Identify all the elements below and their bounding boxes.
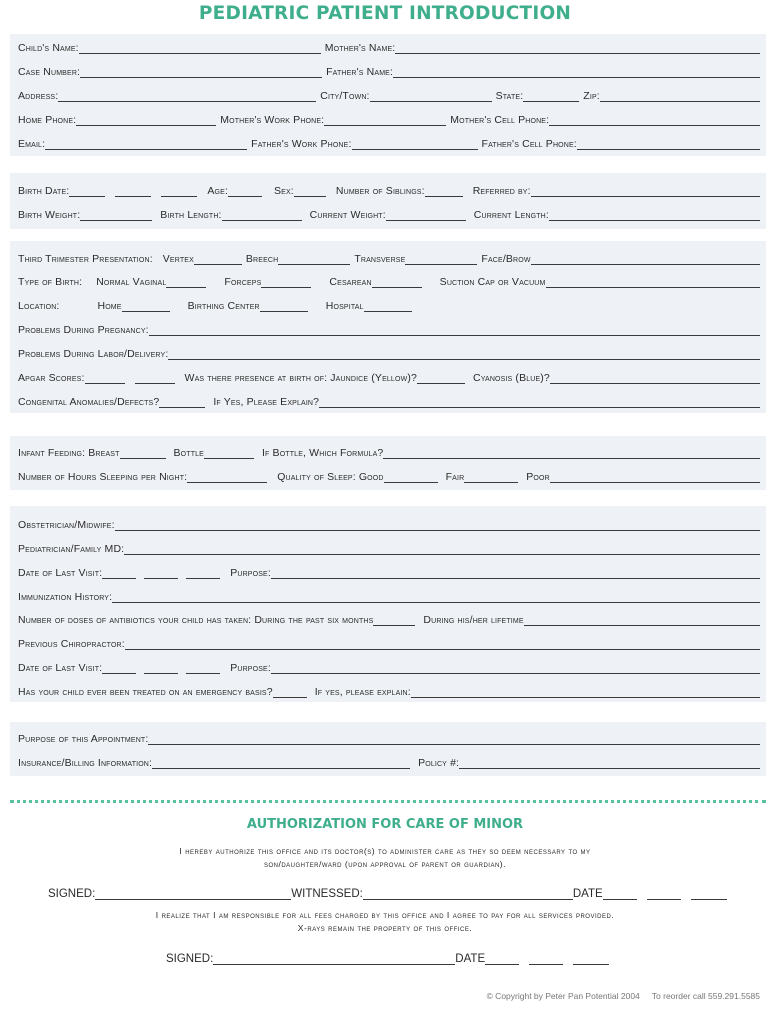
fathers-name-label: Father's Name: xyxy=(326,66,394,78)
hospital-field[interactable] xyxy=(364,302,412,312)
face-brow-field[interactable] xyxy=(531,255,760,265)
formula-field[interactable] xyxy=(383,449,760,459)
if-yes-explain-field[interactable] xyxy=(319,398,760,408)
state-field[interactable] xyxy=(523,92,579,102)
email-field[interactable] xyxy=(45,140,247,150)
row-emergency xyxy=(18,684,764,698)
poor-label: Poor xyxy=(526,471,550,483)
hospital-label: Hospital xyxy=(325,300,364,312)
problems-labor-field[interactable] xyxy=(168,350,760,360)
mothers-work-phone-label: Mother's Work Phone: xyxy=(220,114,325,126)
footer xyxy=(487,991,760,1001)
birth-length-label: Birth Length: xyxy=(160,209,222,221)
city-town-label: City/Town: xyxy=(320,90,370,102)
birth-date-label: Birth Date: xyxy=(18,185,70,197)
signed-field[interactable] xyxy=(95,890,291,900)
breech-field[interactable] xyxy=(278,255,350,265)
fair-label: Fair xyxy=(445,471,465,483)
authorization-text-1a: I hereby authorize this office and its doctor(s) to administer care as they so deem necessary to my xyxy=(179,846,591,856)
current-weight-field[interactable] xyxy=(386,211,466,221)
childs-name-label: Child's Name: xyxy=(18,42,79,54)
purpose-field[interactable] xyxy=(271,569,760,579)
purpose-label: Purpose: xyxy=(230,567,271,579)
last-visit-year[interactable] xyxy=(186,569,220,579)
case-number-field[interactable] xyxy=(80,68,322,78)
vertex-field[interactable] xyxy=(194,255,242,265)
childs-name-field[interactable] xyxy=(79,44,321,54)
current-weight-label: Current Weight: xyxy=(309,209,386,221)
cyanosis-label: Cyanosis (Blue)? xyxy=(472,372,550,384)
authorization-text-1b: son/daughter/ward (upon approval of parent or guardian). xyxy=(263,859,507,869)
location-label: Location: xyxy=(18,300,60,312)
date-2-year-field[interactable] xyxy=(573,955,609,965)
last-visit-2-year[interactable] xyxy=(186,664,220,674)
pediatrician-label: Pediatrician/Family MD: xyxy=(18,543,125,555)
emergency-explain-label: If yes, please explain: xyxy=(314,686,411,698)
signed-label: SIGNED: xyxy=(48,888,96,900)
state-label: State: xyxy=(495,90,524,102)
age-label: Age: xyxy=(207,185,229,197)
row-birth-date xyxy=(18,183,764,197)
transverse-field[interactable] xyxy=(405,255,477,265)
row-insurance xyxy=(18,755,764,769)
purpose-2-field[interactable] xyxy=(271,664,760,674)
breech-label: Breech xyxy=(245,253,279,265)
row-immunization xyxy=(18,589,764,603)
normal-vaginal-label: Normal Vaginal xyxy=(96,276,167,288)
forceps-field[interactable] xyxy=(261,278,311,288)
mothers-work-phone-field[interactable] xyxy=(324,116,446,126)
poor-field[interactable] xyxy=(550,473,760,483)
pediatrician-field[interactable] xyxy=(124,545,760,555)
forceps-label: Forceps xyxy=(224,276,262,288)
fair-field[interactable] xyxy=(464,473,518,483)
row-email xyxy=(18,136,764,150)
row-infant-feeding xyxy=(18,445,764,459)
apgar-score-1[interactable] xyxy=(85,374,125,384)
apgar-score-2[interactable] xyxy=(135,374,175,384)
immunization-label: Immunization History: xyxy=(18,591,113,603)
fathers-work-phone-field[interactable] xyxy=(352,140,478,150)
birth-date-day[interactable] xyxy=(115,187,151,197)
purpose-appt-field[interactable] xyxy=(148,735,760,745)
congenital-field[interactable] xyxy=(159,398,205,408)
suction-label: Suction Cap or Vacuum xyxy=(439,276,546,288)
row-sleeping xyxy=(18,469,764,483)
last-visit-2-label: Date of Last Visit: xyxy=(18,662,103,674)
birthing-center-label: Birthing Center xyxy=(187,300,260,312)
date-2-label: DATE xyxy=(455,953,486,965)
row-signed-witnessed xyxy=(48,884,730,900)
case-number-label: Case Number: xyxy=(18,66,81,78)
date-2-day-field[interactable] xyxy=(529,955,563,965)
birthing-center-field[interactable] xyxy=(260,302,308,312)
obstetrician-field[interactable] xyxy=(115,521,760,531)
authorization-title: AUTHORIZATION FOR CARE OF MINOR xyxy=(246,817,524,832)
fathers-work-phone-label: Father's Work Phone: xyxy=(251,138,352,150)
row-antibiotics xyxy=(18,612,764,626)
row-last-visit-2 xyxy=(18,660,764,674)
row-signed-2 xyxy=(166,949,620,965)
row-presentation xyxy=(18,251,764,265)
form-title: PEDIATRIC PATIENT INTRODUCTION xyxy=(198,3,572,24)
copyright-text: © Copyright by Peter Pan Potential 2004 xyxy=(486,991,640,1001)
birth-length-field[interactable] xyxy=(222,211,302,221)
row-apgar xyxy=(18,370,764,384)
last-visit-month[interactable] xyxy=(102,569,136,579)
breast-field[interactable] xyxy=(120,449,166,459)
mothers-cell-phone-field[interactable] xyxy=(549,116,760,126)
referred-by-label: Referred by: xyxy=(472,185,531,197)
row-birth-weight xyxy=(18,207,764,221)
immunization-field[interactable] xyxy=(112,593,760,603)
siblings-field[interactable] xyxy=(425,187,463,197)
date-month-field[interactable] xyxy=(603,890,637,900)
policy-label: Policy #: xyxy=(418,757,460,769)
zip-field[interactable] xyxy=(600,92,760,102)
siblings-label: Number of Siblings: xyxy=(335,185,425,197)
row-previous-chiro xyxy=(18,636,764,650)
if-yes-explain-label: If Yes, Please Explain? xyxy=(213,396,320,408)
last-visit-label: Date of Last Visit: xyxy=(18,567,103,579)
quality-good-field[interactable] xyxy=(384,473,438,483)
row-address xyxy=(18,88,764,102)
row-problems-pregnancy xyxy=(18,322,764,336)
insurance-label: Insurance/Billing Information: xyxy=(18,757,153,769)
row-location xyxy=(18,298,764,312)
bottle-field[interactable] xyxy=(204,449,254,459)
home-field[interactable] xyxy=(122,302,170,312)
row-purpose-appt xyxy=(18,731,764,745)
age-field[interactable] xyxy=(228,187,262,197)
home-phone-label: Home Phone: xyxy=(18,114,77,126)
zip-label: Zip: xyxy=(583,90,600,102)
face-brow-label: Face/Brow xyxy=(481,253,531,265)
vertex-label: Vertex xyxy=(162,253,194,265)
mothers-name-label: Mother's Name: xyxy=(324,42,396,54)
emergency-field[interactable] xyxy=(273,688,307,698)
signed-2-label: SIGNED: xyxy=(166,953,214,965)
policy-field[interactable] xyxy=(459,759,760,769)
third-trimester-label: Third Trimester Presentation: xyxy=(18,253,153,265)
insurance-field[interactable] xyxy=(152,759,410,769)
sex-field[interactable] xyxy=(294,187,326,197)
normal-vaginal-field[interactable] xyxy=(166,278,206,288)
lifetime-field[interactable] xyxy=(524,616,760,626)
congenital-label: Congenital Anomalies/Defects? xyxy=(18,396,160,408)
row-child-mother xyxy=(18,40,764,54)
row-problems-labor xyxy=(18,346,764,360)
antibiotics-six-months-field[interactable] xyxy=(373,616,415,626)
current-length-field[interactable] xyxy=(549,211,760,221)
row-last-visit xyxy=(18,565,764,579)
birth-date-month[interactable] xyxy=(69,187,105,197)
date-year-field[interactable] xyxy=(691,890,727,900)
jaundice-field[interactable] xyxy=(417,374,465,384)
row-pediatrician xyxy=(18,541,764,555)
previous-chiro-field[interactable] xyxy=(125,640,760,650)
hours-sleeping-field[interactable] xyxy=(187,473,267,483)
signed-2-field[interactable] xyxy=(213,955,455,965)
row-type-of-birth xyxy=(18,274,764,288)
birth-weight-label: Birth Weight: xyxy=(18,209,81,221)
fathers-cell-phone-label: Father's Cell Phone: xyxy=(481,138,577,150)
purpose-2-label: Purpose: xyxy=(230,662,271,674)
lifetime-label: During his/her lifetime xyxy=(423,614,524,626)
reorder-text: To reorder call 559.291.5585 xyxy=(651,991,760,1001)
obstetrician-label: Obstetrician/Midwife: xyxy=(18,519,115,531)
transverse-label: Transverse xyxy=(354,253,406,265)
row-obstetrician xyxy=(18,517,764,531)
emergency-explain-field[interactable] xyxy=(411,688,760,698)
witnessed-label: WITNESSED: xyxy=(291,888,363,900)
authorization-text-2a: I realize that I am responsible for all fees charged by this office and I agree to pay for all services provided. xyxy=(155,910,615,920)
city-town-field[interactable] xyxy=(370,92,492,102)
problems-pregnancy-label: Problems During Pregnancy: xyxy=(18,324,149,336)
antibiotics-label: Number of doses of antibiotics your child has taken: During the past six months xyxy=(18,614,374,626)
emergency-label: Has your child ever been treated on an emergency basis? xyxy=(18,686,273,698)
dotted-divider xyxy=(10,800,766,803)
date-2-month-field[interactable] xyxy=(485,955,519,965)
problems-labor-label: Problems During Labor/Delivery: xyxy=(18,348,169,360)
infant-feeding-label: Infant Feeding: Breast xyxy=(18,447,120,459)
row-phones xyxy=(18,112,764,126)
fathers-cell-phone-field[interactable] xyxy=(577,140,760,150)
last-visit-2-day[interactable] xyxy=(144,664,178,674)
address-label: Address: xyxy=(18,90,59,102)
last-visit-2-month[interactable] xyxy=(102,664,136,674)
problems-pregnancy-field[interactable] xyxy=(149,326,760,336)
mothers-cell-phone-label: Mother's Cell Phone: xyxy=(450,114,550,126)
address-field[interactable] xyxy=(58,92,316,102)
fathers-name-field[interactable] xyxy=(393,68,760,78)
formula-label: If Bottle, Which Formula? xyxy=(261,447,384,459)
authorization-text-2b: X-rays remain the property of this office. xyxy=(297,923,473,933)
bottle-label: Bottle xyxy=(173,447,204,459)
mothers-name-field[interactable] xyxy=(395,44,760,54)
last-visit-day[interactable] xyxy=(144,569,178,579)
cesarean-field[interactable] xyxy=(372,278,422,288)
jaundice-label: Was there presence at birth of: Jaundice (Yellow)? xyxy=(184,372,417,384)
home-label: Home xyxy=(97,300,122,312)
quality-good-label: Quality of Sleep: Good xyxy=(277,471,384,483)
email-label: Email: xyxy=(18,138,46,150)
referred-by-field[interactable] xyxy=(531,187,760,197)
witnessed-field[interactable] xyxy=(363,890,573,900)
date-day-field[interactable] xyxy=(647,890,681,900)
sex-label: Sex: xyxy=(274,185,294,197)
home-phone-field[interactable] xyxy=(76,116,216,126)
purpose-appt-label: Purpose of this Appointment: xyxy=(18,733,149,745)
type-of-birth-label: Type of Birth: xyxy=(18,276,83,288)
apgar-label: Apgar Scores: xyxy=(18,372,85,384)
current-length-label: Current Length: xyxy=(473,209,549,221)
suction-field[interactable] xyxy=(546,278,761,288)
row-case-father xyxy=(18,64,764,78)
previous-chiro-label: Previous Chiropractor: xyxy=(18,638,125,650)
birth-weight-field[interactable] xyxy=(80,211,152,221)
date-label: DATE xyxy=(572,888,603,900)
cesarean-label: Cesarean xyxy=(329,276,372,288)
cyanosis-field[interactable] xyxy=(550,374,760,384)
row-congenital xyxy=(18,394,764,408)
hours-sleeping-label: Number of Hours Sleeping per Night: xyxy=(18,471,188,483)
birth-date-year[interactable] xyxy=(161,187,197,197)
